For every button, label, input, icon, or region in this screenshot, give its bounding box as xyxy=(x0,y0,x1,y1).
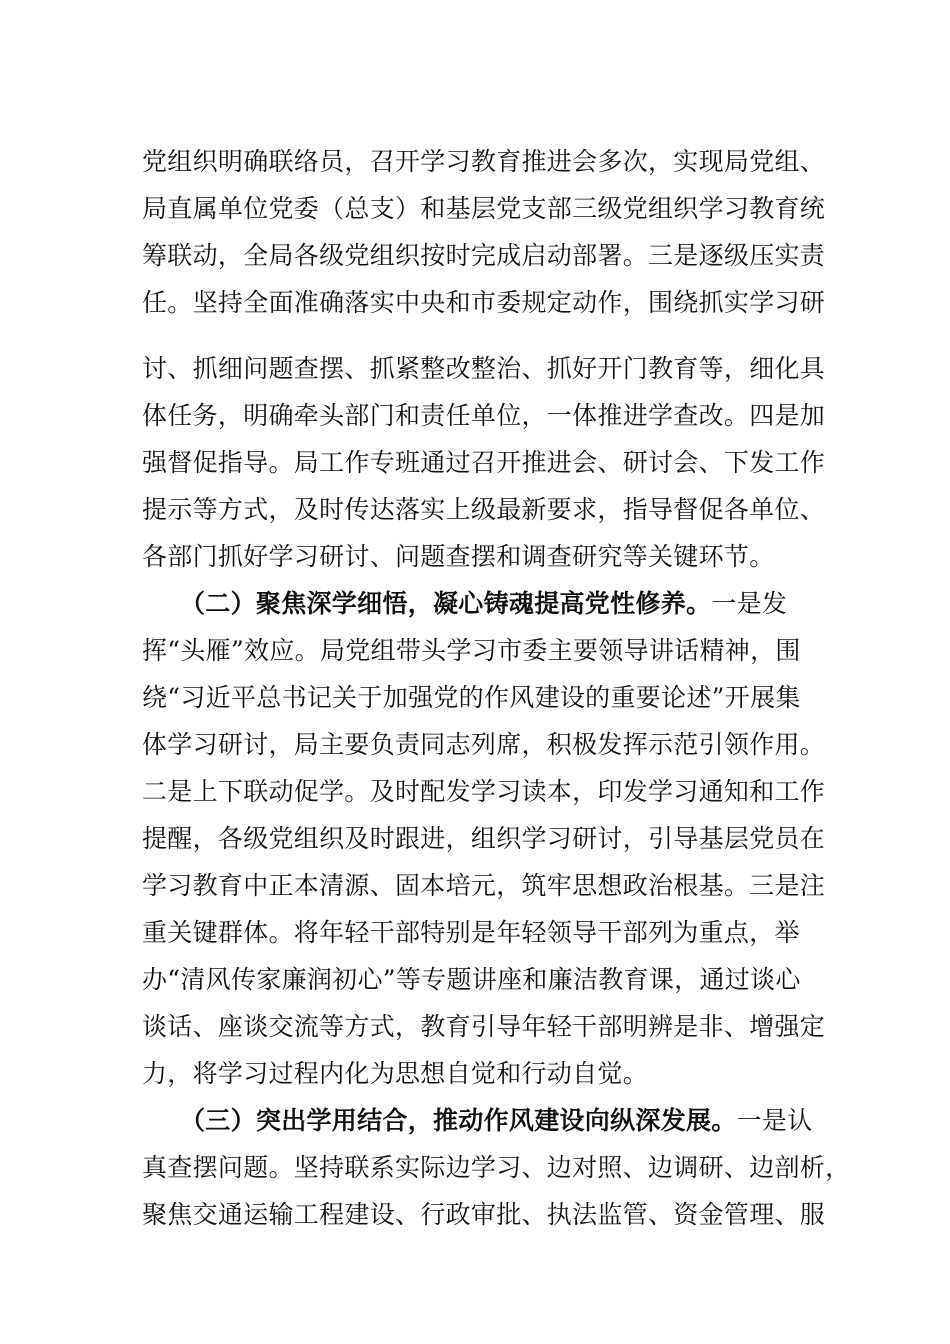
text-segment: 任。坚持全面准确落实中央和市委规定动作，围绕抓实学习研 xyxy=(142,288,826,317)
text-segment: 局直属单位党委（总支）和基层党支部三级党组织学习教育统 xyxy=(142,194,826,223)
section-heading: （三）突出学用结合，推动作风建设向纵深发展。 xyxy=(180,1106,737,1135)
text-line xyxy=(142,683,822,713)
text-segment: 重关键群体。将年轻干部特别是年轻领导干部列为重点，举 xyxy=(142,918,800,947)
text-segment: 挥“头雁”效应。局党组带头学习市委主要领导讲话精神，围 xyxy=(142,636,801,665)
text-segment: 聚焦交通运输工程建设、行政审批、执法监管、资金管理、服 xyxy=(142,1200,826,1229)
text-segment: 一是发 xyxy=(711,589,788,618)
text-segment: 讨、抓细问题查摆、抓紧整改整治、抓好开门教育等，细化具 xyxy=(142,354,826,383)
text-segment: 各部门抓好学习研讨、问题查摆和调查研究等关键环节。 xyxy=(142,542,775,571)
text-line xyxy=(142,636,822,666)
text-line xyxy=(142,918,822,948)
text-line xyxy=(142,288,826,318)
text-segment: 体任务，明确牵头部门和责任单位，一体推进学查改。四是加 xyxy=(142,401,826,430)
text-line xyxy=(142,965,822,995)
text-segment: 筹联动，全局各级党组织按时完成启动部署。三是逐级压实责 xyxy=(142,241,826,270)
text-line xyxy=(142,1012,826,1042)
text-line xyxy=(142,871,826,901)
text-segment: 强督促指导。局工作专班通过召开推进会、研讨会、下发工作 xyxy=(142,448,826,477)
text-line xyxy=(142,542,822,572)
text-segment: 谈话、座谈交流等方式，教育引导年轻干部明辨是非、增强定 xyxy=(142,1012,826,1041)
text-line xyxy=(180,589,822,619)
text-segment: 真查摆问题。坚持联系实际边学习、边对照、边调研、边剖析， xyxy=(142,1153,851,1182)
text-line xyxy=(142,777,826,807)
section-heading: （二）聚焦深学细悟，凝心铸魂提高党性修养。 xyxy=(180,589,712,618)
text-line xyxy=(142,1059,822,1089)
text-segment: 学习教育中正本清源、固本培元，筑牢思想政治根基。三是注 xyxy=(142,871,826,900)
text-line xyxy=(142,241,826,271)
text-line xyxy=(142,1200,826,1230)
text-line xyxy=(142,194,826,224)
text-segment: 二是上下联动促学。及时配发学习读本，印发学习通知和工作 xyxy=(142,777,826,806)
text-line xyxy=(142,495,826,525)
text-segment: 绕“习近平总书记关于加强党的作风建设的重要论述”开展集 xyxy=(142,683,801,712)
text-line xyxy=(142,448,826,478)
text-segment: 办“清风传家廉润初心”等专题讲座和廉洁教育课，通过谈心 xyxy=(142,965,801,994)
text-segment: 党组织明确联络员，召开学习教育推进会多次，实现局党组、 xyxy=(142,147,826,176)
text-line xyxy=(142,354,826,384)
text-line xyxy=(180,1106,822,1136)
text-line xyxy=(142,730,826,760)
text-line xyxy=(142,147,826,177)
text-line xyxy=(142,1153,851,1183)
text-line xyxy=(142,824,826,854)
text-segment: 力，将学习过程内化为思想自觉和行动自觉。 xyxy=(142,1059,649,1088)
text-line xyxy=(142,401,826,431)
text-segment: 提醒，各级党组织及时跟进，组织学习研讨，引导基层党员在 xyxy=(142,824,826,853)
text-segment: 体学习研讨，局主要负责同志列席，积极发挥示范引领作用。 xyxy=(142,730,826,759)
text-segment: 提示等方式，及时传达落实上级最新要求，指导督促各单位、 xyxy=(142,495,826,524)
text-segment: 一是认 xyxy=(736,1106,813,1135)
